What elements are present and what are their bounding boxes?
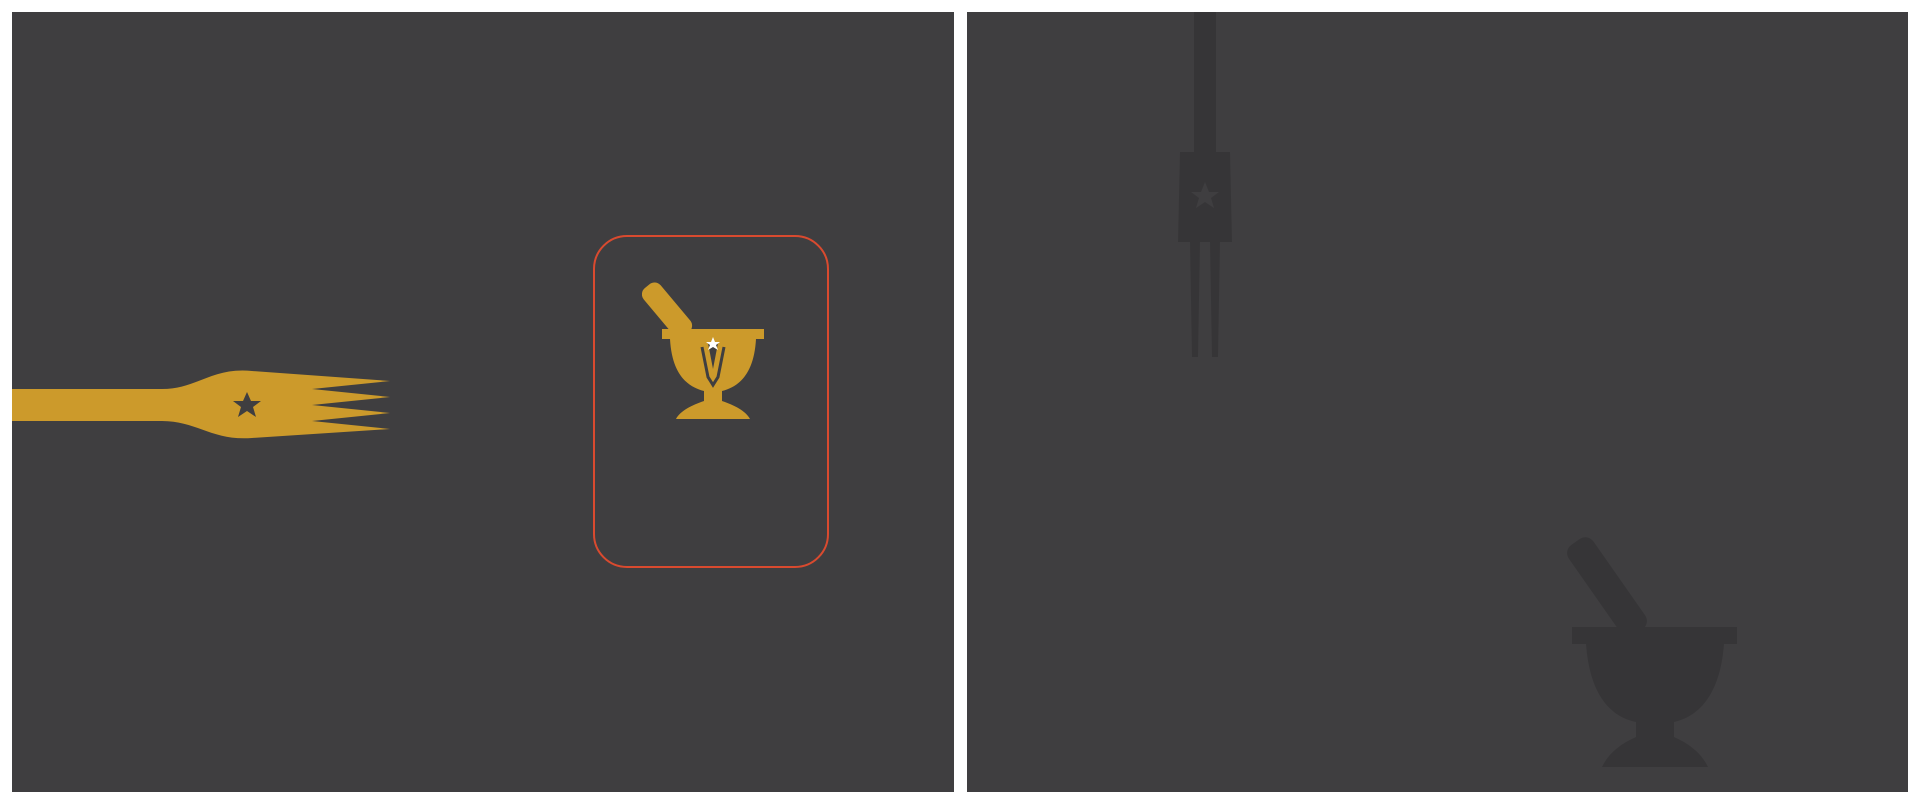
menu-content-panel bbox=[967, 12, 1908, 792]
decorative-fork-icon bbox=[1160, 12, 1250, 372]
fork-icon bbox=[12, 367, 402, 442]
mortar-pestle-icon bbox=[642, 277, 784, 437]
decorative-mortar-icon bbox=[1562, 532, 1747, 792]
menu-cover-panel bbox=[12, 12, 954, 792]
logo-badge bbox=[593, 235, 829, 568]
